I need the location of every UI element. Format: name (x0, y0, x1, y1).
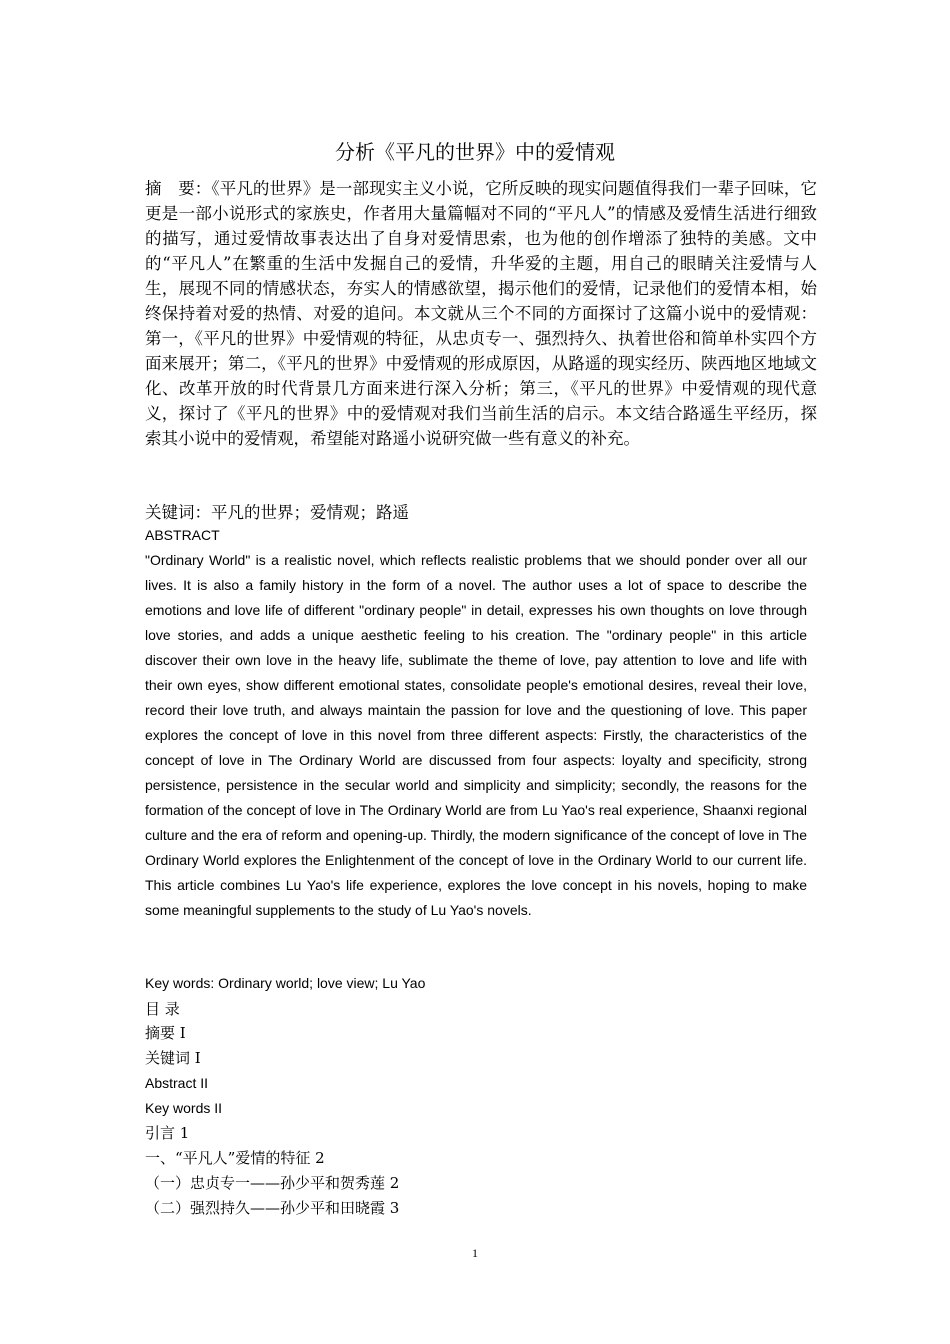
toc-item[interactable]: 引言 1 (145, 1124, 190, 1142)
toc-item[interactable]: Abstract II (145, 1075, 209, 1091)
toc-item[interactable]: （一）忠贞专一——孙少平和贺秀莲 2 (145, 1174, 400, 1192)
page-number: 1 (472, 1246, 478, 1260)
toc-item[interactable]: Key words II (145, 1100, 223, 1116)
toc-heading: 目 录 (145, 1000, 180, 1018)
chinese-keywords: 关键词：平凡的世界；爱情观；路遥 (145, 503, 409, 522)
english-abstract: "Ordinary World" is a realistic novel, which reflects realistic problems that we should ponder over all our lives. It is also a family history in the form of a novel. The author uses a lot of space to describe the emotions and love life of different "ordinary people" in detail, expresses his own thoughts on love through love stories, and adds a unique aesthetic feeling to his creation. The "ordinary people" in this article discover their own love in the heavy life, sublimate the theme of love, pay attention to love and life with their own eyes, show different emotional states, consolidate people's emotional desires, reveal their love, record their love truth, and always maintain the passion for love and the questioning of love. This paper explores the concept of love in this novel from three different aspects: Firstly, the characteristics of the concept of love in The Ordinary World are discussed from four aspects: loyalty and specificity, strong persistence, persistence in the secular world and simplicity and simplicity; secondly, the reasons for the formation of the concept of love in The Ordinary World are from Lu Yao's real experience, Shaanxi regional culture and the era of reform and opening-up. Thirdly, the modern significance of the concept of love in The Ordinary World explores the Enlightenment of the concept of love in the Ordinary World to our current life. This article combines Lu Yao's life experience, explores the love concept in his novels, hoping to make some meaningful supplements to the study of Lu Yao's novels. (145, 552, 807, 918)
toc-item[interactable]: 一、“平凡人”爱情的特征 2 (145, 1149, 325, 1167)
paper-title: 分析《平凡的世界》中的爱情观 (335, 140, 615, 164)
toc-item[interactable]: 摘要 I (145, 1024, 186, 1042)
abstract-heading: ABSTRACT (145, 527, 220, 543)
chinese-abstract: 摘 要：《平凡的世界》是一部现实主义小说，它所反映的现实问题值得我们一辈子回味，它更是一部小说形式的家族史，作者用大量篇幅对不同的“平凡人”的情感及爱情生活进行细致的描写，通过爱情故事表达出了自身对爱情思索，也为他的创作增添了独特的美感。文中的“平凡人”在繁重的生活中发掘自己的爱情，升华爱的主题，用自己的眼睛关注爱情与人生，展现不同的情感状态，夯实人的情感欲望，揭示他们的爱情，记录他们的爱情本相，始终保持着对爱的热情、对爱的追问。本文就从三个不同的方面探讨了这篇小说中的爱情观：第一，《平凡的世界》中爱情观的特征，从忠贞专一、强烈持久、执着世俗和简单朴实四个方面来展开；第二，《平凡的世界》中爱情观的形成原因，从路遥的现实经历、陕西地区地域文化、改革开放的时代背景几方面来进行深入分析；第三，《平凡的世界》中爱情观的现代意义，探讨了《平凡的世界》中的爱情观对我们当前生活的启示。本文结合路遥生平经历，探索其小说中的爱情观，希望能对路遥小说研究做一些有意义的补充。 (145, 179, 817, 448)
toc-item[interactable]: 关键词 I (145, 1049, 201, 1067)
toc-item[interactable]: （二）强烈持久——孙少平和田晓霞 3 (145, 1199, 400, 1217)
english-keywords: Key words: Ordinary world; love view; Lu Yao (145, 975, 426, 991)
